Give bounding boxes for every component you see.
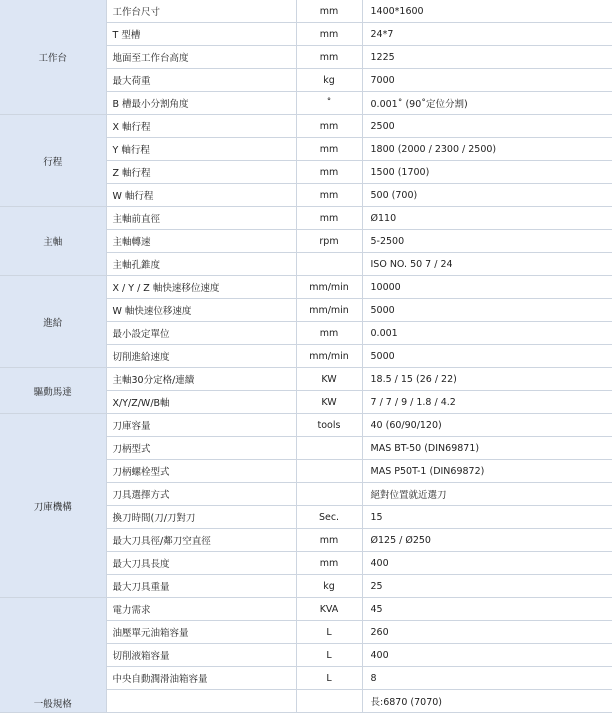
spec-item-label: 主軸前直徑 (106, 207, 296, 230)
spec-row (0, 207, 612, 230)
spec-value: 400 (362, 644, 612, 667)
spec-item-label (106, 690, 296, 713)
spec-value: 5000 (362, 345, 612, 368)
spec-item-label: 切削液箱容量 (106, 644, 296, 667)
spec-value: 7 / 7 / 9 / 1.8 / 4.2 (362, 391, 612, 414)
category-label: 行程 (43, 156, 63, 168)
spec-item-label: X 軸行程 (106, 115, 296, 138)
spec-item-label: W 軸快速位移速度 (106, 299, 296, 322)
spec-item-label: 電力需求 (106, 598, 296, 621)
spec-value: 40 (60/90/120) (362, 414, 612, 437)
spec-item-label: 刀具選擇方式 (106, 483, 296, 506)
spec-unit: mm (296, 529, 362, 552)
category-label: 一般規格 (33, 699, 72, 710)
spec-item-label: Z 軸行程 (106, 161, 296, 184)
spec-item-label: 刀柄螺栓型式 (106, 460, 296, 483)
spec-unit (296, 483, 362, 506)
spec-row (0, 414, 612, 437)
spec-value: 45 (362, 598, 612, 621)
spec-value: ISO NO. 50 7 / 24 (362, 253, 612, 276)
spec-value: 絕對位置就近選刀 (362, 483, 612, 506)
category-label: 主軸 (43, 237, 63, 248)
spec-unit: mm (296, 161, 362, 184)
spec-row (0, 276, 612, 299)
spec-unit: L (296, 621, 362, 644)
spec-value: 1800 (2000 / 2300 / 2500) (362, 138, 612, 161)
spec-value: 24*7 (362, 23, 612, 46)
category-label: 進給 (43, 317, 63, 329)
spec-value: MAS P50T-1 (DIN69872) (362, 460, 612, 483)
spec-item-label: 最大刀具長度 (106, 552, 296, 575)
spec-unit: mm (296, 138, 362, 161)
spec-row (0, 368, 612, 391)
spec-unit: KVA (296, 598, 362, 621)
spec-item-label: W 軸行程 (106, 184, 296, 207)
spec-unit: mm (296, 23, 362, 46)
spec-unit: mm (296, 46, 362, 69)
spec-row (0, 0, 612, 23)
spec-item-label: 地面至工作台高度 (106, 46, 296, 69)
spec-value: 1500 (1700) (362, 161, 612, 184)
category-label: 刀庫機構 (33, 501, 72, 513)
spec-value: 0.001˚ (90˚定位分割) (362, 92, 612, 115)
spec-item-label: 刀庫容量 (106, 414, 296, 437)
spec-value: 7000 (362, 69, 612, 92)
spec-unit: L (296, 667, 362, 690)
spec-unit: ˚ (296, 92, 362, 115)
spec-item-label: 主軸孔錐度 (106, 253, 296, 276)
category-cell (0, 207, 106, 276)
spec-value: 400 (362, 552, 612, 575)
spec-item-label: 油壓單元油箱容量 (106, 621, 296, 644)
spec-value: 1225 (362, 46, 612, 69)
spec-value: 0.001 (362, 322, 612, 345)
spec-unit: mm (296, 184, 362, 207)
spec-value: 長:6870 (7070) (362, 690, 612, 713)
spec-unit: mm/min (296, 299, 362, 322)
spec-unit: kg (296, 575, 362, 598)
spec-unit: KW (296, 368, 362, 391)
spec-value: 260 (362, 621, 612, 644)
spec-unit: rpm (296, 230, 362, 253)
spec-item-label: 刀柄型式 (106, 437, 296, 460)
spec-value: 5000 (362, 299, 612, 322)
spec-value: 1400*1600 (362, 0, 612, 23)
spec-value: 10000 (362, 276, 612, 299)
spec-item-label: 最大荷重 (106, 69, 296, 92)
category-cell (0, 276, 106, 368)
spec-unit: mm (296, 207, 362, 230)
spec-unit (296, 437, 362, 460)
spec-unit: mm (296, 115, 362, 138)
spec-item-label: 切削進給速度 (106, 345, 296, 368)
spec-item-label: 工作台尺寸 (106, 0, 296, 23)
category-cell (0, 368, 106, 414)
spec-unit: mm (296, 552, 362, 575)
category-label: 工作台 (38, 53, 67, 64)
category-cell (0, 115, 106, 207)
spec-value: 8 (362, 667, 612, 690)
spec-item-label: X/Y/Z/W/B軸 (106, 391, 296, 414)
category-label: 驅動馬達 (33, 386, 72, 398)
spec-unit: L (296, 644, 362, 667)
spec-item-label: X / Y / Z 軸快速移位速度 (106, 276, 296, 299)
spec-value: Ø110 (362, 207, 612, 230)
spec-value: 25 (362, 575, 612, 598)
spec-item-label: T 型槽 (106, 23, 296, 46)
spec-item-label: 換刀時間(刀/刀對刀 (106, 506, 296, 529)
category-cell (0, 598, 106, 713)
spec-value: 5-2500 (362, 230, 612, 253)
category-cell (0, 0, 106, 115)
spec-unit (296, 253, 362, 276)
category-cell (0, 414, 106, 598)
spec-value: 15 (362, 506, 612, 529)
spec-item-label: B 槽最小分割角度 (106, 92, 296, 115)
spec-unit: kg (296, 69, 362, 92)
spec-value: 18.5 / 15 (26 / 22) (362, 368, 612, 391)
spec-item-label: 最大刀具重量 (106, 575, 296, 598)
spec-item-label: 主軸30分定格/連續 (106, 368, 296, 391)
spec-unit: mm/min (296, 345, 362, 368)
spec-value: 2500 (362, 115, 612, 138)
spec-unit: mm (296, 322, 362, 345)
spec-unit (296, 460, 362, 483)
spec-row (0, 598, 612, 621)
spec-item-label: Y 軸行程 (106, 138, 296, 161)
spec-unit: mm (296, 0, 362, 23)
spec-value: MAS BT-50 (DIN69871) (362, 437, 612, 460)
spec-value: Ø125 / Ø250 (362, 529, 612, 552)
spec-item-label: 主軸轉速 (106, 230, 296, 253)
spec-unit: KW (296, 391, 362, 414)
spec-item-label: 最小設定單位 (106, 322, 296, 345)
spec-value: 500 (700) (362, 184, 612, 207)
spec-unit: tools (296, 414, 362, 437)
spec-unit: mm/min (296, 276, 362, 299)
spec-unit: Sec. (296, 506, 362, 529)
spec-item-label: 最大刀具徑/鄰刀空直徑 (106, 529, 296, 552)
spec-unit (296, 690, 362, 713)
spec-item-label: 中央自動潤滑油箱容量 (106, 667, 296, 690)
spec-row (0, 115, 612, 138)
